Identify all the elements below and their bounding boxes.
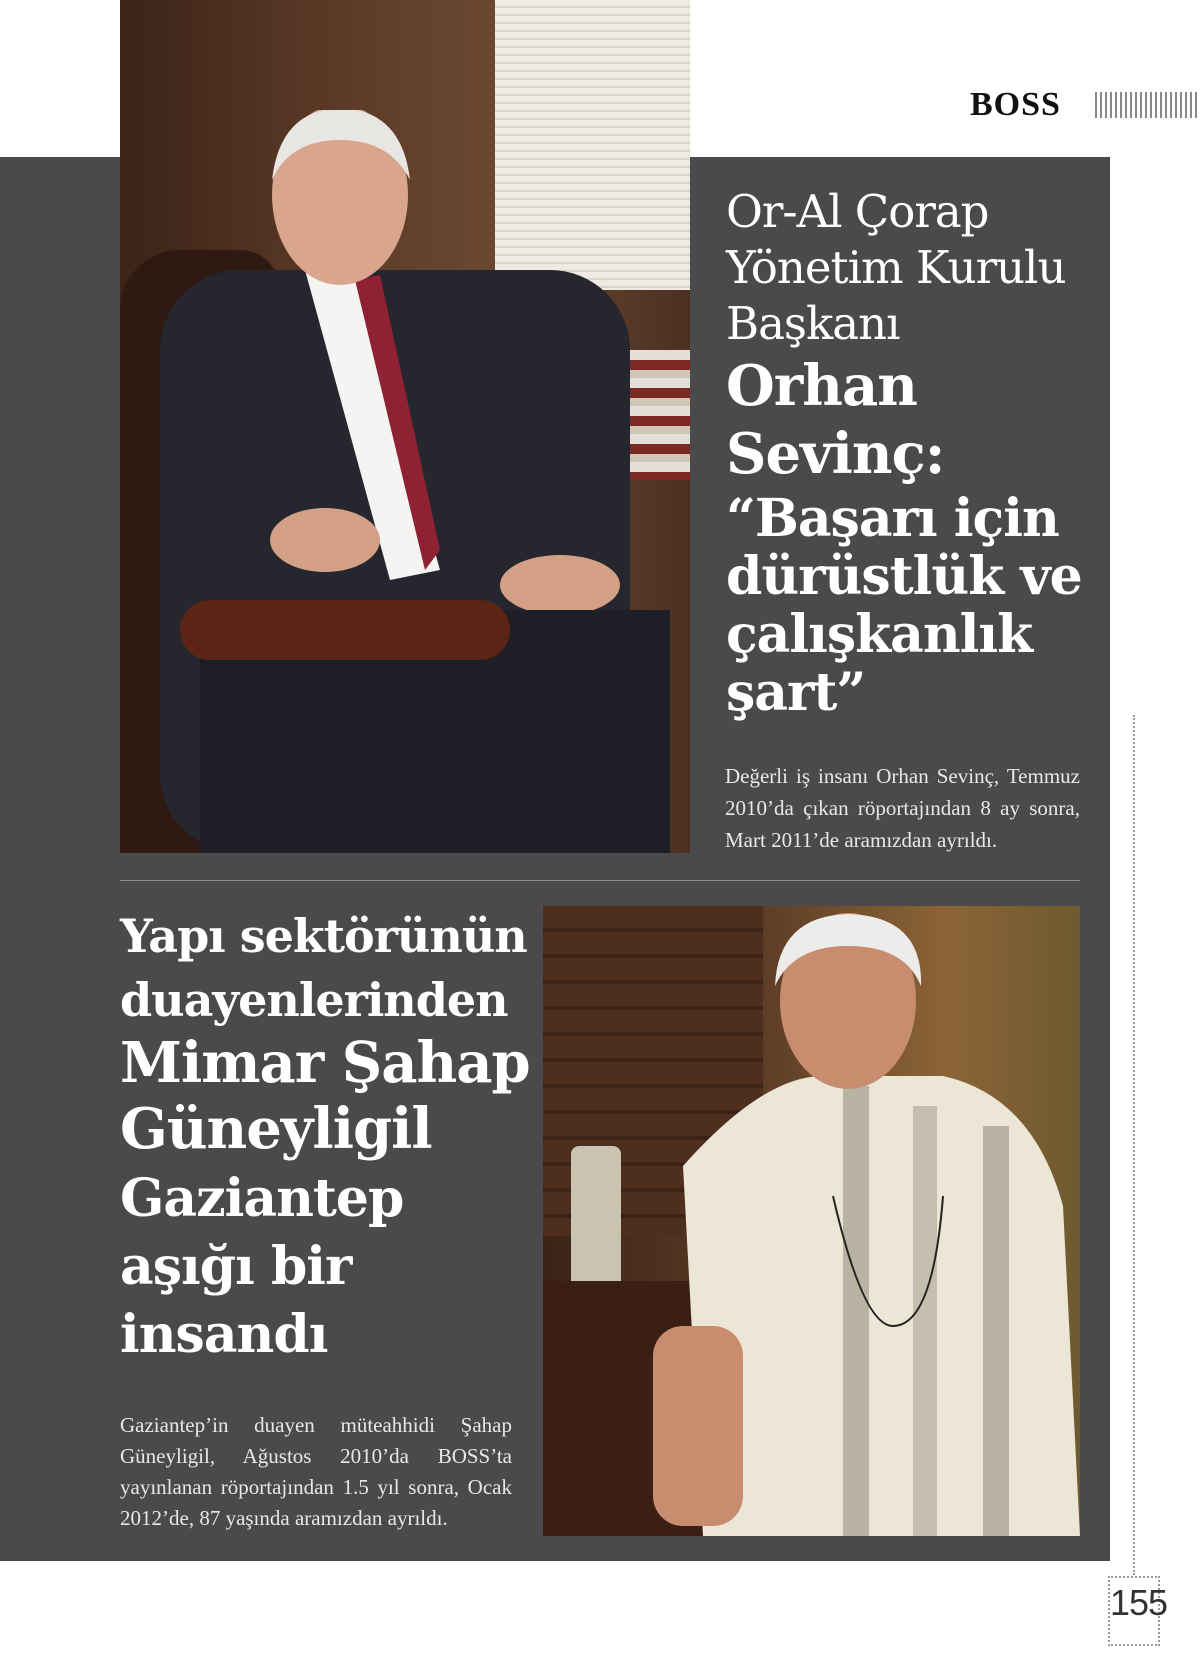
subtitle-line: duayenlerinden xyxy=(120,973,508,1027)
name-line: Mimar Şahap xyxy=(120,1030,530,1096)
article-2-body: Gaziantep’in duayen müteahhidi Şahap Güneyligil, Ağustos 2010’da BOSS’ta yayınlanan röportajından 1.5 yıl sonra, Ocak 2012’de, 87 yaşında aramızdan ayrıldı. xyxy=(120,1413,512,1530)
name-line: Sevinç: xyxy=(726,421,945,487)
subtitle-line: Yapı sektörünün xyxy=(120,909,527,963)
bottle xyxy=(571,1146,621,1296)
subtitle-line: Yönetim Kurulu xyxy=(726,241,1066,294)
name-line: Güneyligil xyxy=(120,1096,432,1162)
quote-line: şart” xyxy=(726,662,866,723)
page-marker-line xyxy=(1133,715,1135,1575)
tagline-line: Gaziantep xyxy=(120,1168,404,1229)
article-1-quote xyxy=(726,490,1086,722)
tagline-line: aşığı bir xyxy=(120,1236,352,1297)
chair-armrest xyxy=(180,600,510,660)
quote-line: çalışkanlık xyxy=(726,604,1033,665)
seated-man-figure xyxy=(140,110,690,853)
photo-orhan-sevinc xyxy=(120,0,690,853)
photo-sahap-guneyligil xyxy=(543,906,1080,1536)
article-2-name xyxy=(120,1030,530,1162)
quote-line: dürüstlük ve xyxy=(726,546,1082,607)
subtitle-line: Başkanı xyxy=(726,297,900,350)
article-1-body: Değerli iş insanı Orhan Sevinç, Temmuz 2010’da çıkan röportajından 8 ay sonra, Mart 2011’de aramızdan ayrıldı. xyxy=(725,764,1080,852)
article-1-subtitle xyxy=(726,184,1086,352)
decorative-bars xyxy=(1095,92,1200,118)
name-line: Orhan xyxy=(726,353,917,419)
article-1-name xyxy=(726,352,1086,488)
section-divider xyxy=(120,880,1080,881)
article-2-tagline xyxy=(120,1165,530,1369)
magazine-logo: BOSS xyxy=(970,86,1061,123)
quote-line: “Başarı için xyxy=(726,488,1059,549)
smiling-man-figure xyxy=(643,906,1080,1536)
tagline-line: insandı xyxy=(120,1304,328,1365)
page-number: 155 xyxy=(1110,1582,1168,1623)
article-2-subtitle xyxy=(120,904,530,1032)
subtitle-line: Or-Al Çorap xyxy=(726,185,989,238)
